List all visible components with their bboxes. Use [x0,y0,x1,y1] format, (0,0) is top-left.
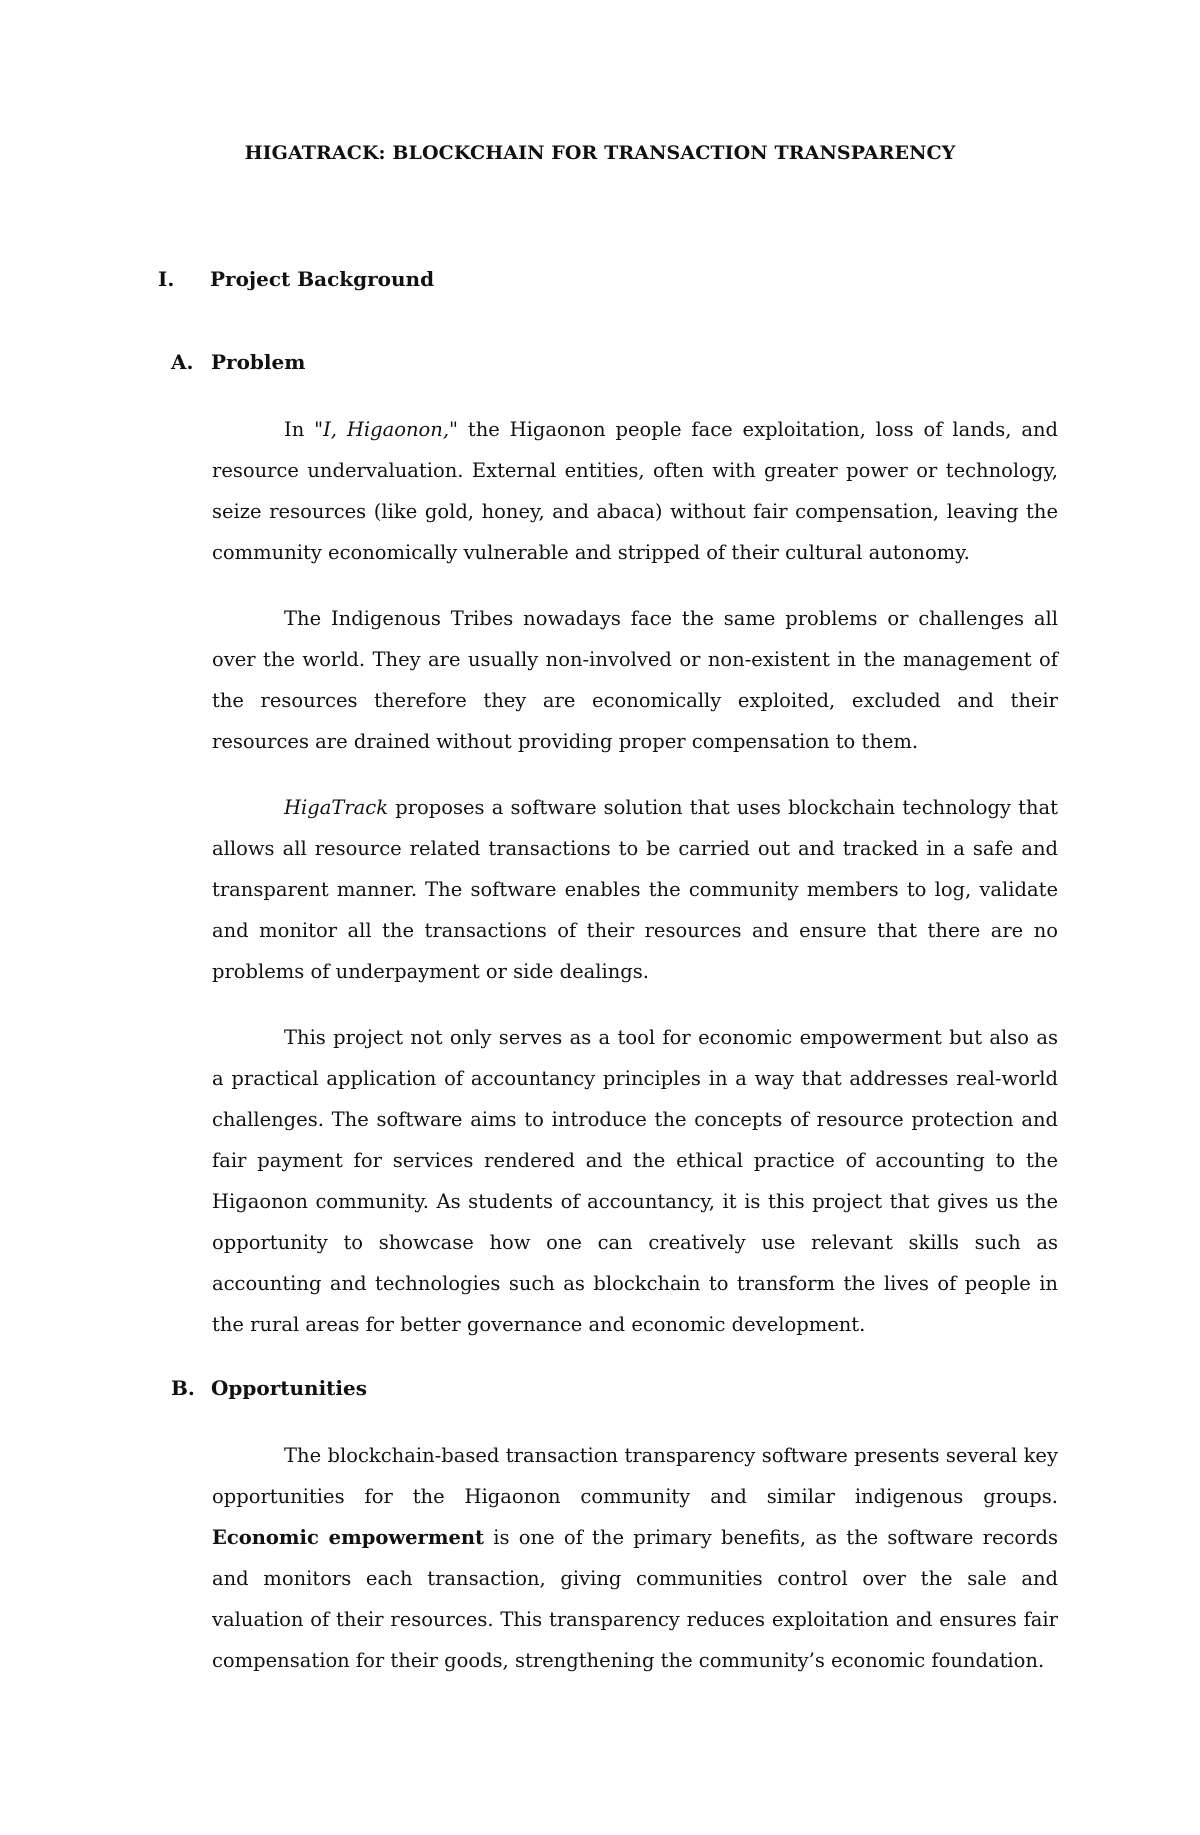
paragraph-text: " the Higaonon people face exploitation, loss of lands, and resource undervaluation. External entities, often with greater power or technology, seize resources (like gold, honey, and abaca) without fair compensation, leaving the community economically vulnerable and stripped of their cultural autonomy. [212,418,1058,564]
subsection-heading-problem [171,350,771,380]
paragraph-problem-2: The Indigenous Tribes nowadays face the same problems or challenges all over the world. They are usually non-involved or non-existent in the management of the resources therefore they are economically exploited, excluded and their resources are drained without providing proper compensation to them. [212,607,1058,753]
paragraph-problem-3 [212,787,1058,992]
book-title-italic: I, Higaonon, [323,418,450,441]
subsection-letter: B. [171,1376,195,1400]
document-title: HIGATRACK: BLOCKCHAIN FOR TRANSACTION TRANSPARENCY [244,142,956,164]
paragraph-opportunities-1 [212,1435,1058,1681]
subsection-heading-opportunities [171,1376,771,1406]
section-title: Project Background [210,267,435,291]
paragraph-text: The blockchain-based transaction transparency software presents several key opportunities for the Higaonon community and similar indigenous groups. [212,1444,1058,1508]
paragraph-text: In " [284,418,324,441]
paragraph-problem-1 [212,409,1058,573]
paragraph-problem-4: This project not only serves as a tool for economic empowerment but also as a practical application of accountancy principles in a way that addresses real-world challenges. The software aims to introduce the concepts of resource protection and fair payment for services rendered and the ethical practice of accounting to the Higaonon community. As students of accountancy, it is this project that gives us the opportunity to showcase how one can creatively use relevant skills such as accounting and technologies such as blockchain to transform the lives of people in the rural areas for better governance and economic development. [212,1026,1058,1336]
subsection-title: Opportunities [211,1376,368,1400]
paragraph-text: is one of the primary benefits, as the software records and monitors each transaction, giving communities control over the sale and valuation of their resources. This transparency reduces exploitation and ensures fair compensation for their goods, strengthening the community’s economic foundation. [212,1526,1058,1672]
section-number: I. [158,267,175,291]
subsection-title: Problem [211,350,306,374]
bold-phrase: Economic empowerment [212,1526,485,1549]
paragraph-text: proposes a software solution that uses blockchain technology that allows all resource related transactions to be carried out and tracked in a safe and transparent manner. The software enables the community members to log, validate and monitor all the transactions of their resources and ensure that there are no problems of underpayment or side dealings. [212,796,1058,983]
subsection-letter: A. [171,350,194,374]
section-heading-project-background [158,267,758,297]
product-name-italic: HigaTrack [284,796,389,819]
